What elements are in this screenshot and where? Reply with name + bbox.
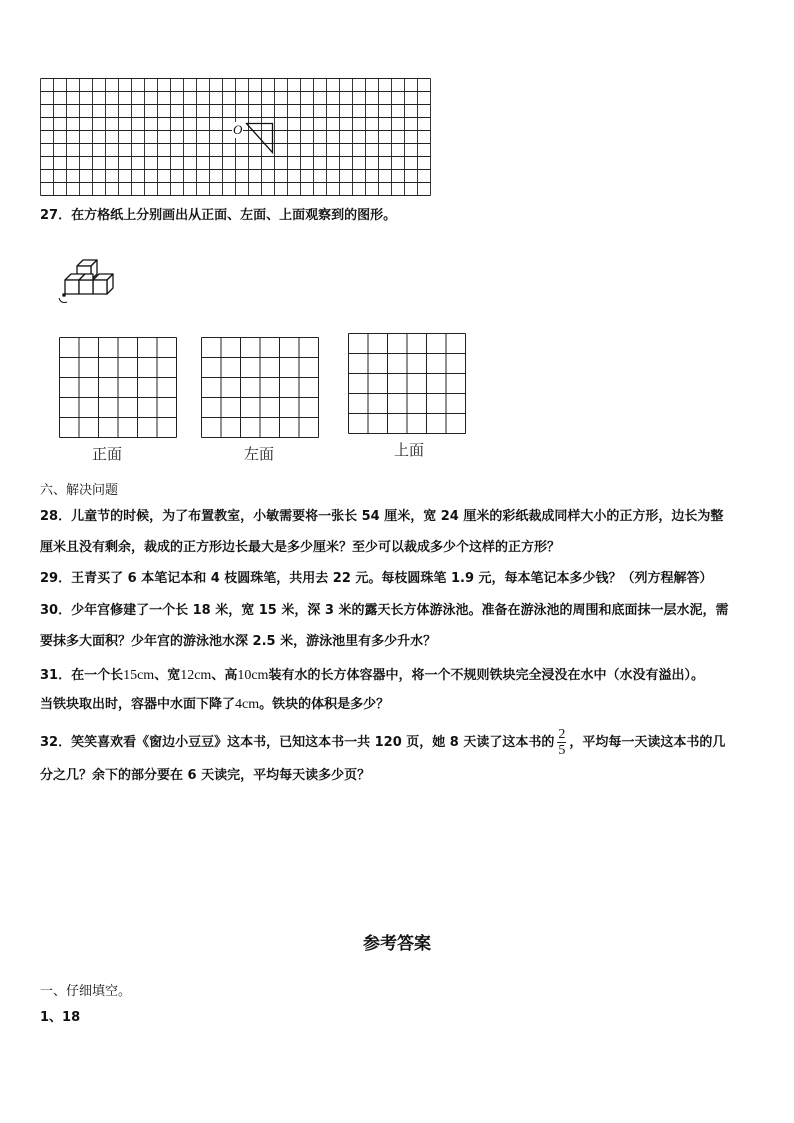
section-6-title: 六、解决问题 <box>40 483 119 498</box>
cube-stack-figure <box>55 252 127 310</box>
answers-title: 参考答案 <box>363 934 431 954</box>
top-view-grid <box>348 333 467 435</box>
question-32-line1: 32．笑笑喜欢看《窗边小豆豆》这本书，已知这本书一共 120 页，她 8 天读了这本书的 $\frac{2}{5}$ ，平均每一天读这本书的几 <box>40 727 726 758</box>
question-28-line2: 厘米且没有剩余，裁成的正方形边长最大是多少厘米？至少可以裁成多少个这样的正方形？ <box>40 540 561 555</box>
answer-1: 1、18 <box>40 1010 81 1025</box>
question-30-line2: 要抹多大面积？少年宫的游泳池水深 2.5 米，游泳池里有多少升水？ <box>40 634 437 649</box>
left-view-label: 左面 <box>244 445 275 463</box>
question-31-line1: 31．在一个长15cm、宽12cm、高10cm装有水的长方体容器中，将一个不规则铁块完全浸没在水中（水没有溢出）。 <box>40 668 704 683</box>
left-view-grid <box>201 337 320 439</box>
front-view-label: 正面 <box>92 445 123 463</box>
question-31-line2: 当铁块取出时，容器中水面下降了4cm。铁块的体积是多少？ <box>40 697 390 712</box>
front-view-grid <box>59 337 178 439</box>
question-29: 29．王青买了 6 本笔记本和 4 枝圆珠笔，共用去 22 元。每枝圆珠笔 1.9 元，每本笔记本多少钱？（列方程解答） <box>40 571 713 586</box>
answers-section-1: 一、仔细填空。 <box>40 984 132 999</box>
top-view-label: 上面 <box>394 441 425 459</box>
question-30-line1: 30．少年宫修建了一个长 18 米，宽 15 米，深 3 米的露天长方体游泳池。准备在游泳池的周围和底面抹一层水泥，需 <box>40 603 729 618</box>
question-27: 27．在方格纸上分别画出从正面、左面、上面观察到的图形。 <box>40 208 397 223</box>
fraction-two-fifths: $\frac{2}{5}$ <box>558 727 566 758</box>
origin-label: O <box>233 122 243 137</box>
question-32-line2: 分之几？余下的部分要在 6 天读完，平均每天读多少页？ <box>40 768 371 783</box>
question-28-line1: 28．儿童节的时候，为了布置教室，小敏需要将一张长 54 厘米，宽 24 厘米的彩纸裁成同样大小的正方形，边长为整 <box>40 509 724 524</box>
